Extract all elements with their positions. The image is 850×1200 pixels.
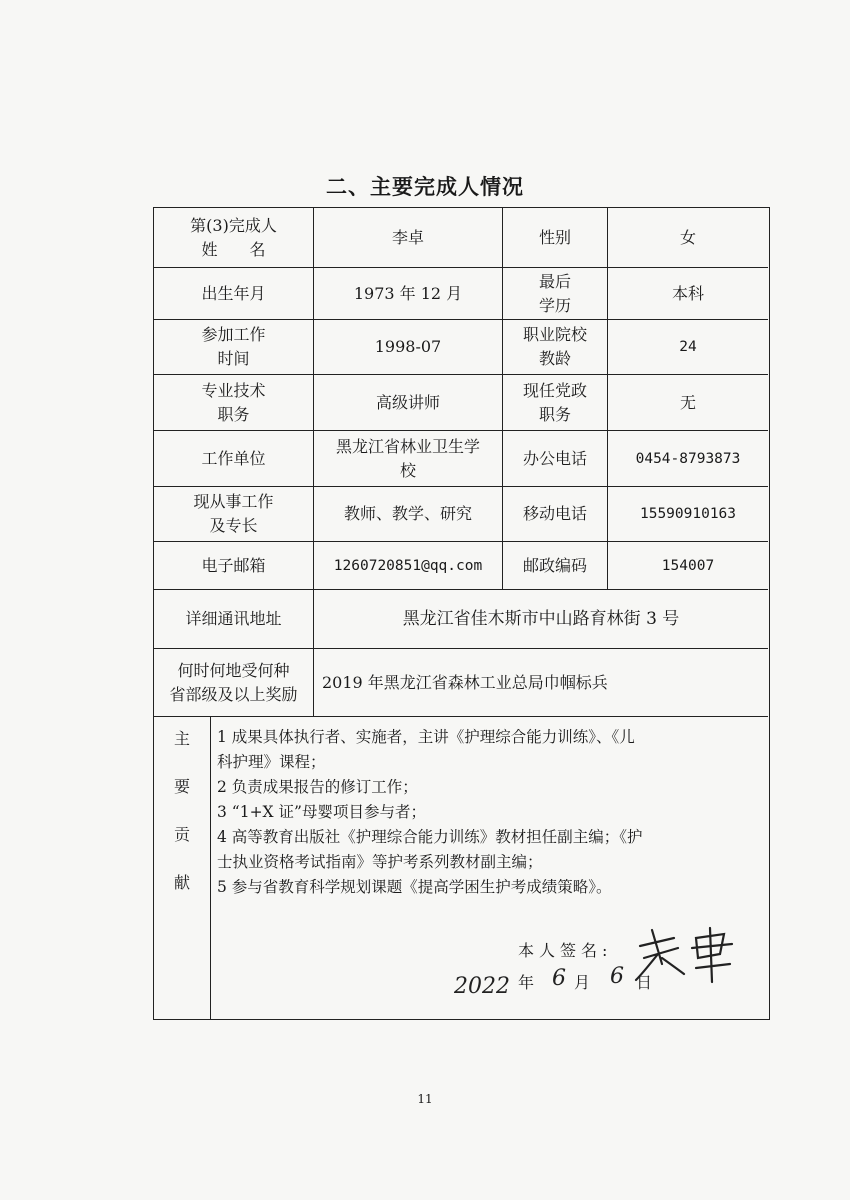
row-value-line: 黑龙江省林业卫生学 bbox=[335, 436, 480, 456]
row-value-line: 教师、教学、研究 bbox=[343, 504, 472, 523]
awards-label bbox=[154, 649, 313, 716]
row-label bbox=[154, 487, 313, 541]
address-value: 黑龙江省佳木斯市中山路育林街 3 号 bbox=[402, 609, 680, 629]
row-value-2-line: 15590910163 bbox=[639, 506, 737, 522]
contributions-side-label bbox=[154, 717, 210, 1019]
row-label-2-line: 学历 bbox=[538, 295, 571, 315]
row-value bbox=[314, 208, 502, 267]
side-char: 献 bbox=[173, 873, 190, 892]
date-month-unit: 月 bbox=[574, 973, 591, 992]
row-value-line: 李卓 bbox=[391, 227, 424, 247]
contribution-line: 3 “1+X 证”母婴项目参与者； bbox=[217, 803, 426, 821]
date-day: 6 bbox=[610, 964, 624, 989]
row-label-2 bbox=[503, 320, 607, 374]
signature-area bbox=[454, 928, 764, 1018]
awards-label-line1: 何时何地受何种 bbox=[177, 660, 290, 680]
row-label-2 bbox=[503, 208, 607, 267]
row-label-line: 第(3)完成人 bbox=[190, 215, 277, 235]
row-value-2 bbox=[608, 542, 768, 589]
row-value-2-line: 女 bbox=[679, 227, 696, 247]
date-year-unit: 年 bbox=[518, 973, 535, 992]
row-label-2-line: 现任党政 bbox=[522, 380, 587, 400]
row-value-2 bbox=[608, 487, 768, 541]
row-label bbox=[154, 542, 313, 589]
date-month: 6 bbox=[552, 966, 566, 991]
row-label-line: 电子邮箱 bbox=[201, 555, 266, 575]
row-label-2-line: 性别 bbox=[538, 227, 571, 247]
side-char: 贡 bbox=[173, 825, 190, 844]
row-value-2 bbox=[608, 320, 768, 374]
row-value bbox=[314, 268, 502, 319]
awards-label-line2: 省部级及以上奖励 bbox=[169, 684, 298, 704]
row-label-2 bbox=[503, 542, 607, 589]
row-value-line: 校 bbox=[399, 460, 416, 480]
row-label-2 bbox=[503, 487, 607, 541]
awards-value: 2019 年黑龙江省森林工业总局巾帼标兵 bbox=[322, 672, 608, 692]
row-label bbox=[154, 431, 313, 486]
row-label-2 bbox=[503, 375, 607, 430]
row-value bbox=[314, 375, 502, 430]
row-value bbox=[314, 431, 502, 486]
contribution-line: 士执业资格考试指南》等护考系列教材副主编； bbox=[217, 853, 543, 871]
contribution-line: 科护理》课程； bbox=[217, 753, 326, 771]
row-value-2 bbox=[608, 431, 768, 486]
row-value-2-line: 154007 bbox=[661, 557, 715, 574]
row-value-2 bbox=[608, 268, 768, 319]
row-label bbox=[154, 375, 313, 430]
date-day-unit: 日 bbox=[636, 973, 653, 992]
side-char: 要 bbox=[173, 777, 190, 796]
page-number: 11 bbox=[417, 1092, 433, 1106]
contribution-line: 5 参与省教育科学规划课题《提高学困生护考成绩策略》。 bbox=[217, 878, 612, 896]
row-label-line: 职务 bbox=[217, 404, 250, 424]
row-label bbox=[154, 208, 313, 267]
side-char: 主 bbox=[173, 729, 190, 748]
row-label-2-line: 移动电话 bbox=[522, 504, 587, 523]
contribution-line: 1 成果具体执行者、实施者，主讲《护理综合能力训练》、《儿 bbox=[217, 728, 635, 746]
signature-label: 本人签名: bbox=[518, 941, 613, 960]
row-label-2-line: 教龄 bbox=[538, 349, 571, 368]
row-value-2 bbox=[608, 375, 768, 430]
row-label-line: 出生年月 bbox=[201, 283, 266, 303]
contribution-line: 2 负责成果报告的修订工作； bbox=[217, 778, 418, 796]
row-label-2 bbox=[503, 431, 607, 486]
row-value-line: 1260720851@qq.com bbox=[333, 557, 483, 574]
row-value bbox=[314, 487, 502, 541]
contribution-line: 4 高等教育出版社《护理综合能力训练》教材担任副主编；《护 bbox=[217, 828, 643, 846]
row-value-2 bbox=[608, 208, 768, 267]
date-year: 2022 bbox=[454, 974, 510, 999]
personnel-form bbox=[153, 207, 770, 1020]
row-label-line: 时间 bbox=[217, 349, 250, 368]
row-value-2-line: 本科 bbox=[671, 283, 704, 303]
row-label-line: 现从事工作 bbox=[193, 492, 274, 511]
row-value bbox=[314, 320, 502, 374]
row-value-line: 1998-07 bbox=[374, 337, 442, 356]
row-label bbox=[154, 320, 313, 374]
row-value-2-line: 0454-8793873 bbox=[635, 450, 741, 467]
row-label bbox=[154, 268, 313, 319]
row-label-line: 姓 名 bbox=[201, 239, 266, 259]
row-value bbox=[314, 542, 502, 589]
row-label-2 bbox=[503, 268, 607, 319]
row-value-2-line: 无 bbox=[679, 392, 696, 412]
page-title: 二、主要完成人情况 bbox=[326, 175, 524, 199]
address-label: 详细通讯地址 bbox=[185, 609, 282, 628]
row-label-line: 工作单位 bbox=[201, 448, 266, 468]
row-value-line: 1973 年 12 月 bbox=[353, 283, 463, 303]
row-label-2-line: 最后 bbox=[538, 271, 571, 291]
row-label-2-line: 邮政编码 bbox=[522, 555, 587, 575]
row-label-2-line: 办公电话 bbox=[522, 448, 587, 468]
row-label-2-line: 职业院校 bbox=[522, 325, 587, 344]
row-value-line: 高级讲师 bbox=[375, 392, 440, 412]
row-value-2-line: 24 bbox=[679, 339, 697, 355]
row-label-line: 及专长 bbox=[209, 516, 258, 535]
row-label-2-line: 职务 bbox=[538, 404, 571, 424]
contributions-body bbox=[211, 717, 766, 900]
row-label-line: 参加工作 bbox=[201, 325, 266, 344]
row-label-line: 专业技术 bbox=[201, 380, 266, 400]
